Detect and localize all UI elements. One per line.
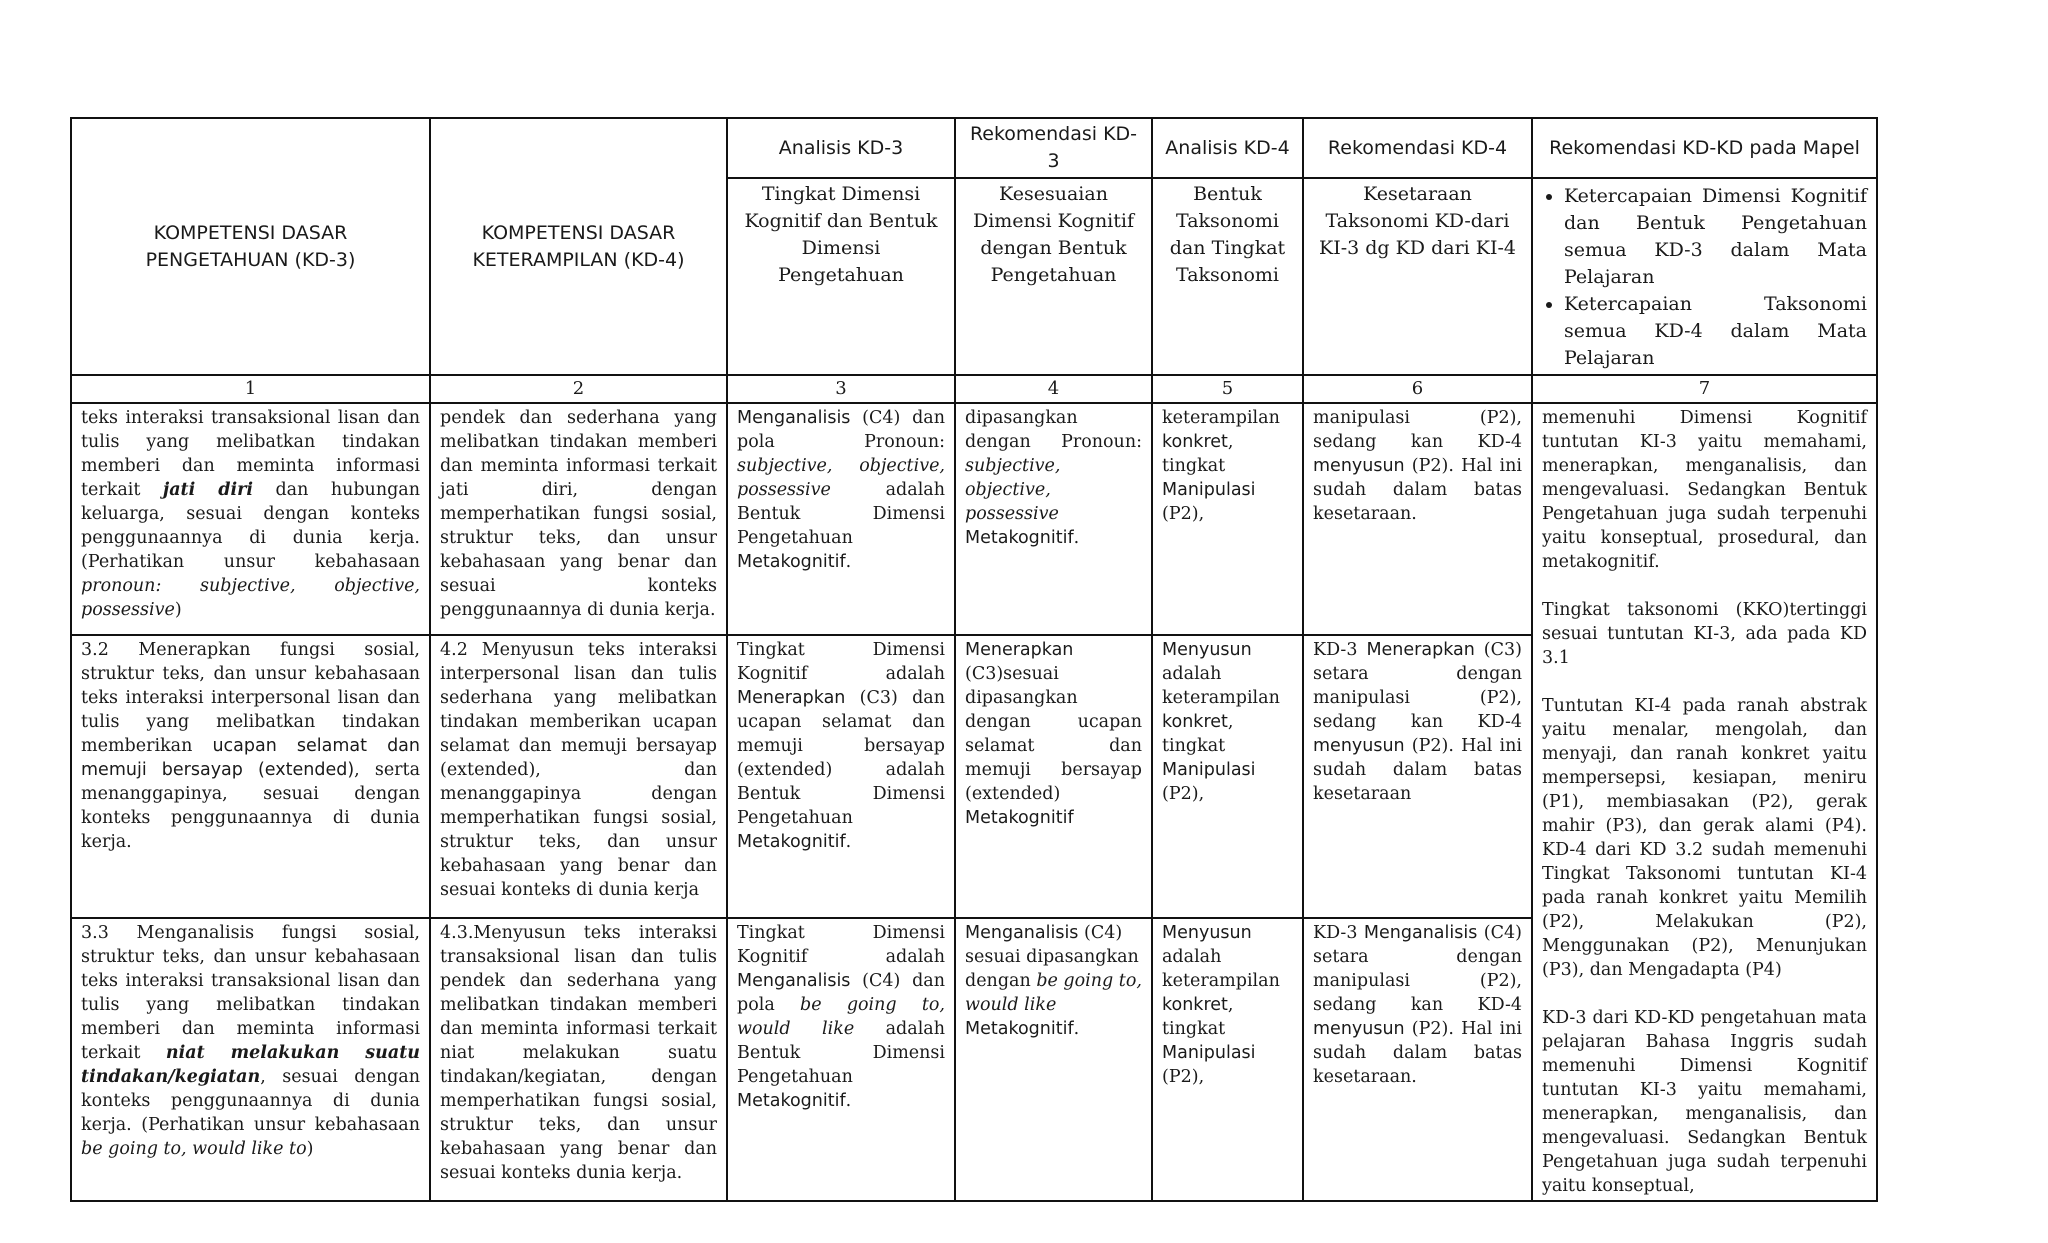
rekomendasi-kd3-cell: Menganalisis (C4) sesuai dipasangkan dengan be going to, would like Metakognitif. xyxy=(955,918,1152,1201)
rekomendasi-kd4-cell: KD-3 Menganalisis (C4) setara dengan manipulasi (P2), sedang kan KD-4 menyusun (P2). Hal ini sudah dalam batas kesetaraan. xyxy=(1303,918,1532,1201)
mapel-paragraph: Tuntutan KI-4 pada ranah abstrak yaitu menalar, mengolah, dan menyaji, dan ranah konkret yaitu mempersepsi, kesiapan, meniru (P1), membiasakan (P2), gerak mahir (P3), dan gerak alami (P4). KD-4 dari KD 3.2 sudah memenuhi Tingkat Taksonomi tuntutan KI-4 pada ranah konkret yaitu Memilih (P2), Melakukan (P2), Menggunakan (P2), Menunjukan (P3), dan Mengadapta (P4) xyxy=(1542,696,1867,980)
mapel-bullet: • Ketercapaian Taksonomi semua KD-4 dalam Mata Pelajaran xyxy=(1564,291,1867,372)
analisis-kd3-cell: Tingkat Dimensi Kognitif adalah Menerapkan (C3) dan ucapan selamat dan memuji bersayap (extended) adalah Bentuk Dimensi Pengetahuan Metakognitif. xyxy=(727,635,955,918)
sub-mapel xyxy=(1532,178,1877,375)
analisis-kd4-cell: keterampilan konkret, tingkat Manipulasi (P2), xyxy=(1152,403,1303,635)
header-rekomendasi-mapel: Rekomendasi KD-KD pada Mapel xyxy=(1532,118,1877,178)
header-rekomendasi-kd4: Rekomendasi KD-4 xyxy=(1303,118,1532,178)
sub-rekomendasi-kd4: Kesetaraan Taksonomi KD-dari KI-3 dg KD dari KI-4 xyxy=(1303,178,1532,375)
mapel-paragraph: KD-3 dari KD-KD pengetahuan mata pelajaran Bahasa Inggris sudah memenuhi Dimensi Kognitif tuntutan KI-3 yaitu memahami, menerapkan, menganalisis, dan mengevaluasi. Sedangkan Bentuk Pengetahuan juga sudah terpenuhi yaitu konseptual, xyxy=(1542,1008,1867,1196)
column-number: 5 xyxy=(1152,375,1303,403)
analisis-kd4-cell: Menyusun adalah keterampilan konkret, tingkat Manipulasi (P2), xyxy=(1152,635,1303,918)
kd3-cell: teks interaksi transaksional lisan dan tulis yang melibatkan tindakan memberi dan meminta informasi terkait jati diri dan hubungan keluarga, sesuai dengan konteks penggunaannya di dunia kerja.(Perhatikan unsur kebahasaan pronoun: subjective, objective, possessive) xyxy=(71,403,430,635)
column-number: 3 xyxy=(727,375,955,403)
kd3-cell: 3.2 Menerapkan fungsi sosial, struktur teks, dan unsur kebahasaan teks interaksi interpersonal lisan dan tulis yang melibatkan tindakan memberikan ucapan selamat dan memuji bersayap (extended), serta menanggapinya, sesuai dengan konteks penggunaannya di dunia kerja. xyxy=(71,635,430,918)
header-analisis-kd3: Analisis KD-3 xyxy=(727,118,955,178)
header-kd3: KOMPETENSI DASAR PENGETAHUAN (KD-3) xyxy=(71,118,430,375)
rekomendasi-kd4-cell: KD-3 Menerapkan (C3) setara dengan manipulasi (P2), sedang kan KD-4 menyusun (P2). Hal ini sudah dalam batas kesetaraan xyxy=(1303,635,1532,918)
analisis-kd3-cell: Menganalisis (C4) dan pola Pronoun: subjective, objective, possessive adalah Bentuk Dimensi Pengetahuan Metakognitif. xyxy=(727,403,955,635)
rekomendasi-kd4-cell: manipulasi (P2), sedang kan KD-4 menyusun (P2). Hal ini sudah dalam batas kesetaraan. xyxy=(1303,403,1532,635)
mapel-bullet: • Ketercapaian Dimensi Kognitif dan Bentuk Pengetahuan semua KD-3 dalam Mata Pelajaran xyxy=(1564,183,1867,291)
column-number: 1 xyxy=(71,375,430,403)
rekomendasi-kd3-cell: Menerapkan (C3)sesuai dipasangkan dengan ucapan selamat dan memuji bersayap (extended) Metakognitif xyxy=(955,635,1152,918)
mapel-paragraph: memenuhi Dimensi Kognitif tuntutan KI-3 yaitu memahami, menerapkan, menganalisis, dan mengevaluasi. Sedangkan Bentuk Pengetahuan juga sudah terpenuhi yaitu konseptual, prosedural, dan metakognitif. xyxy=(1542,408,1867,572)
column-number: 6 xyxy=(1303,375,1532,403)
kd3-cell: 3.3 Menganalisis fungsi sosial, struktur teks, dan unsur kebahasaan teks interaksi transaksional lisan dan tulis yang melibatkan tindakan memberi dan meminta informasi terkait niat melakukan suatu tindakan/kegiatan, sesuai dengan konteks penggunaannya di dunia kerja. (Perhatikan unsur kebahasaan be going to, would like to) xyxy=(71,918,430,1201)
mapel-bullet-list xyxy=(1542,183,1867,372)
kd-analysis-table xyxy=(70,117,1878,1202)
sub-analisis-kd3: Tingkat Dimensi Kognitif dan Bentuk Dimensi Pengetahuan xyxy=(727,178,955,375)
column-number: 4 xyxy=(955,375,1152,403)
kd4-cell: 4.3.Menyusun teks interaksi transaksional lisan dan tulis pendek dan sederhana yang melibatkan tindakan memberi dan meminta informasi terkait niat melakukan suatu tindakan/kegiatan, dengan memperhatikan fungsi sosial, struktur teks, dan unsur kebahasaan yang benar dan sesuai konteks dunia kerja. xyxy=(430,918,727,1201)
column-number: 7 xyxy=(1532,375,1877,403)
sub-analisis-kd4: Bentuk Taksonomi dan Tingkat Taksonomi xyxy=(1152,178,1303,375)
header-analisis-kd4: Analisis KD-4 xyxy=(1152,118,1303,178)
kd4-cell: pendek dan sederhana yang melibatkan tindakan memberi dan meminta informasi terkait jati diri, dengan memperhatikan fungsi sosial, struktur teks, dan unsur kebahasaan yang benar dan sesuai konteks penggunaannya di dunia kerja. xyxy=(430,403,727,635)
kd4-cell: 4.2 Menyusun teks interaksi interpersonal lisan dan tulis sederhana yang melibatkan tindakan memberikan ucapan selamat dan memuji bersayap (extended), dan menanggapinya dengan memperhatikan fungsi sosial, struktur teks, dan unsur kebahasaan yang benar dan sesuai konteks di dunia kerja xyxy=(430,635,727,918)
rekomendasi-mapel-cell xyxy=(1532,403,1877,1201)
header-row-top xyxy=(71,118,1877,178)
header-kd4: KOMPETENSI DASAR KETERAMPILAN (KD-4) xyxy=(430,118,727,375)
column-number-row xyxy=(71,375,1877,403)
mapel-paragraph: Tingkat taksonomi (KKO)tertinggi sesuai tuntutan KI-3, ada pada KD 3.1 xyxy=(1542,600,1867,668)
sub-rekomendasi-kd3: Kesesuaian Dimensi Kognitif dengan Bentuk Pengetahuan xyxy=(955,178,1152,375)
analisis-kd3-cell: Tingkat Dimensi Kognitif adalah Menganalisis (C4) dan pola be going to, would like adalah Bentuk Dimensi Pengetahuan Metakognitif. xyxy=(727,918,955,1201)
rekomendasi-kd3-cell: dipasangkan dengan Pronoun: subjective, objective, possessive Metakognitif. xyxy=(955,403,1152,635)
column-number: 2 xyxy=(430,375,727,403)
analisis-kd4-cell: Menyusun adalah keterampilan konkret, tingkat Manipulasi (P2), xyxy=(1152,918,1303,1201)
header-rekomendasi-kd3: Rekomendasi KD-3 xyxy=(955,118,1152,178)
table-row xyxy=(71,403,1877,635)
